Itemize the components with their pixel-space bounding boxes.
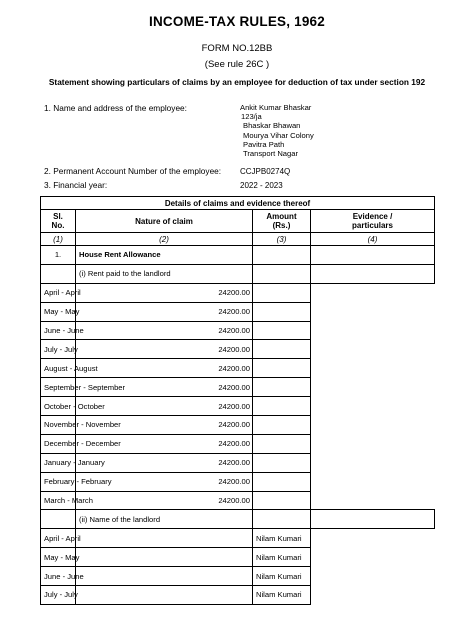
table-row <box>41 472 435 491</box>
address-line: Pavitra Path <box>243 139 285 149</box>
sub-heading-landlord: (ii) Name of the landlord <box>76 510 253 529</box>
employee-address <box>240 103 314 158</box>
pan-value: CCJPB0274Q <box>240 167 291 176</box>
month-cell: June - June <box>41 321 76 340</box>
month-cell: August - August <box>41 359 76 378</box>
month-cell: December - December <box>41 434 76 453</box>
name-label: 1. Name and address of the employee: <box>44 103 187 113</box>
evidence-cell <box>253 472 311 491</box>
address-line: Transport Nagar <box>243 149 299 159</box>
amount-cell: 24200.00 <box>76 302 253 321</box>
header-nature: Nature of claim <box>76 210 253 233</box>
amount-cell: 24200.00 <box>76 434 253 453</box>
sl-no-cell <box>41 264 76 283</box>
table-row <box>41 453 435 472</box>
amount-cell: 24200.00 <box>76 491 253 510</box>
month-cell: January - January <box>41 453 76 472</box>
amount-cell: 24200.00 <box>76 283 253 302</box>
statement-heading: Statement showing particulars of claims by an employee for deduction of tax under section 192 <box>48 77 426 87</box>
fy-value: 2022 - 2023 <box>240 181 283 190</box>
evidence-cell <box>253 378 311 397</box>
evidence-cell <box>253 340 311 359</box>
evidence-cell <box>253 416 311 435</box>
month-cell: September - September <box>41 378 76 397</box>
table-row <box>41 548 435 567</box>
pan-label: 2. Permanent Account Number of the employee: <box>44 166 222 176</box>
sl-no-cell <box>41 510 76 529</box>
table-row <box>41 340 435 359</box>
evidence-cell <box>253 302 311 321</box>
month-cell: November - November <box>41 416 76 435</box>
table-row <box>41 321 435 340</box>
section-title: House Rent Allowance <box>76 246 253 265</box>
evidence-cell <box>253 453 311 472</box>
evidence-cell <box>253 359 311 378</box>
landlord-name-cell: Nilam Kumari <box>253 567 311 586</box>
table-row <box>41 302 435 321</box>
table-row <box>41 491 435 510</box>
page-title: INCOME-TAX RULES, 1962 <box>149 14 325 29</box>
amount-cell <box>76 567 253 586</box>
month-cell: May - May <box>41 548 76 567</box>
table-row <box>41 586 435 605</box>
address-line: Mourya Vihar Colony <box>243 130 314 140</box>
claims-table <box>40 196 435 605</box>
col-number: (2) <box>76 233 253 246</box>
landlord-name-cell: Nilam Kumari <box>253 548 311 567</box>
month-cell: July - July <box>41 340 76 359</box>
sub-heading-rent: (i) Rent paid to the landlord <box>76 264 253 283</box>
evidence-cell <box>253 434 311 453</box>
amount-cell: 24200.00 <box>76 378 253 397</box>
col-number: (4) <box>311 233 435 246</box>
section-number: 1. <box>41 246 76 265</box>
table-row <box>41 529 435 548</box>
fy-label: 3. Financial year: <box>44 180 108 190</box>
amount-cell <box>76 529 253 548</box>
month-cell: April - April <box>41 283 76 302</box>
evidence-cell <box>253 283 311 302</box>
amount-cell: 24200.00 <box>76 472 253 491</box>
address-line: 123/ja <box>241 112 262 122</box>
amount-cell: 24200.00 <box>76 340 253 359</box>
month-cell: July - July <box>41 586 76 605</box>
evidence-cell <box>253 321 311 340</box>
table-row <box>41 416 435 435</box>
amount-cell: 24200.00 <box>76 359 253 378</box>
address-line: Bhaskar Bhawan <box>243 121 301 131</box>
header-amount: Amount (Rs.) <box>253 210 311 233</box>
landlord-name-cell: Nilam Kumari <box>253 586 311 605</box>
form-number: FORM NO.12BB <box>201 43 273 54</box>
address-line: Ankit Kumar Bhaskar <box>240 103 312 112</box>
table-row <box>41 434 435 453</box>
amount-cell <box>76 548 253 567</box>
table-row <box>41 397 435 416</box>
col-number: (1) <box>41 233 76 246</box>
amount-cell: 24200.00 <box>76 416 253 435</box>
landlord-name-cell: Nilam Kumari <box>253 529 311 548</box>
table-row <box>41 283 435 302</box>
amount-cell <box>76 586 253 605</box>
amount-cell: 24200.00 <box>76 397 253 416</box>
month-cell: May - May <box>41 302 76 321</box>
table-row <box>41 359 435 378</box>
header-sl-no: Sl. No. <box>41 210 76 233</box>
table-row <box>41 567 435 586</box>
month-cell: April - April <box>41 529 76 548</box>
amount-cell: 24200.00 <box>76 453 253 472</box>
month-cell: March - March <box>41 491 76 510</box>
col-number: (3) <box>253 233 311 246</box>
header-evidence: Evidence / particulars <box>311 210 435 233</box>
month-cell: February - February <box>41 472 76 491</box>
amount-cell: 24200.00 <box>76 321 253 340</box>
table-caption: Details of claims and evidence thereof <box>41 197 435 210</box>
table-row <box>41 378 435 397</box>
evidence-cell <box>253 491 311 510</box>
evidence-cell <box>253 397 311 416</box>
month-cell: October - October <box>41 397 76 416</box>
rule-reference: (See rule 26C ) <box>204 59 270 70</box>
month-cell: June - June <box>41 567 76 586</box>
